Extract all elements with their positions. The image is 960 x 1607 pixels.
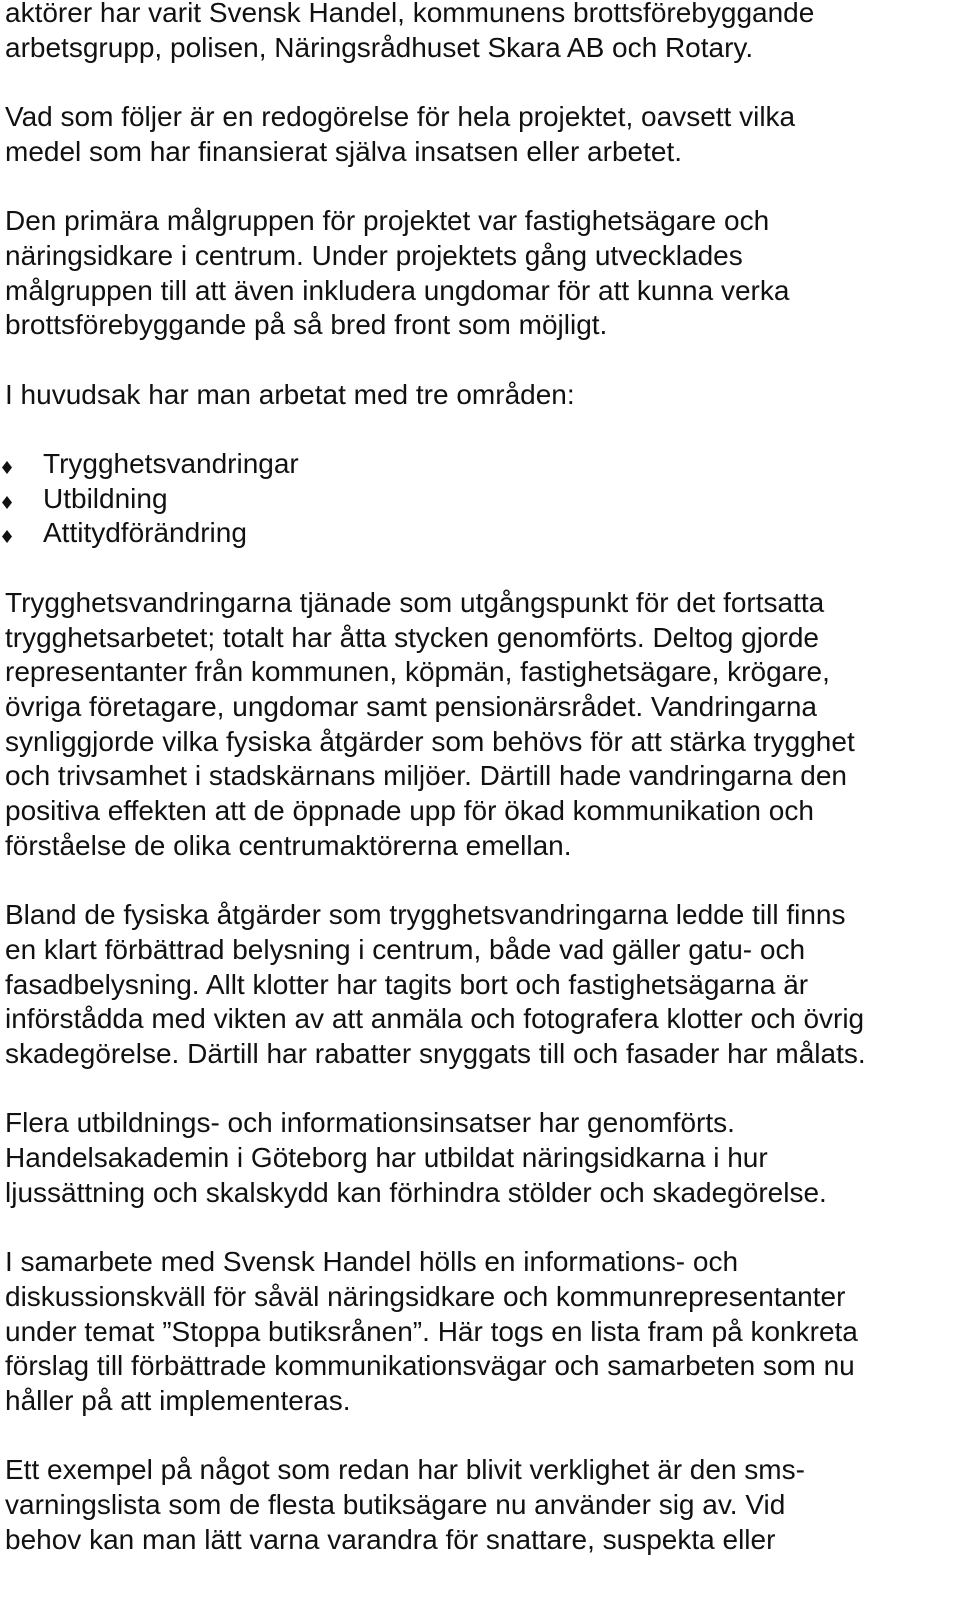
paragraph-training: [5, 1106, 955, 1210]
text-line: införstådda med vikten av att anmäla och fotografera klotter och övrig: [5, 1003, 865, 1035]
text-line: fasadbelysning. Allt klotter har tagits bort och fastighetsägarna är: [5, 968, 809, 1000]
text-line: aktörer har varit Svensk Handel, kommunens brottsförebyggande: [5, 0, 815, 28]
list-item-label: Utbildning: [43, 482, 168, 514]
diamond-bullet-icon: [2, 530, 12, 543]
text-line: och trivsamhet i stadskärnans miljöer. Därtill hade vandringarna den: [5, 760, 847, 792]
text-line: näringsidkare i centrum. Under projektets gång utvecklades: [5, 239, 743, 271]
text-line: Flera utbildnings- och informationsinsatser har genomförts.: [5, 1107, 735, 1139]
text-line: arbetsgrupp, polisen, Näringsrådhuset Skara AB och Rotary.: [5, 31, 754, 63]
text-line: en klart förbättrad belysning i centrum, både vad gäller gatu- och: [5, 933, 806, 965]
diamond-bullet-icon: [2, 496, 12, 509]
text-line: Ett exempel på något som redan har blivit verklighet är den sms-: [5, 1454, 805, 1486]
list-item-label: Attitydförändring: [43, 517, 247, 549]
text-line: Den primära målgruppen för projektet var fastighetsägare och: [5, 205, 770, 237]
text-line: under temat ”Stoppa butiksrånen”. Här togs en lista fram på konkreta: [5, 1315, 858, 1347]
text-line: I samarbete med Svensk Handel hölls en informations- och: [5, 1246, 739, 1278]
document-page: [5, 0, 955, 1557]
paragraph-intro-actors: [5, 0, 955, 65]
text-line: Trygghetsvandringarna tjänade som utgångspunkt för det fortsatta: [5, 586, 825, 618]
text-line: övriga företagare, ungdomar samt pensionärsrådet. Vandringarna: [5, 690, 817, 722]
text-line: målgruppen till att även inkludera ungdomar för att kunna verka: [5, 274, 790, 306]
paragraph-target-group: [5, 204, 955, 343]
text-line: synliggjorde vilka fysiska åtgärder som behövs för att stärka trygghet: [5, 725, 855, 757]
list-item: [5, 482, 955, 517]
text-line: representanter från kommunen, köpmän, fastighetsägare, krögare,: [5, 656, 830, 688]
diamond-bullet-icon: [2, 461, 12, 474]
paragraph-safety-walks: [5, 586, 955, 864]
focus-areas-list: [5, 447, 955, 551]
text-line: Bland de fysiska åtgärder som trygghetsvandringarna ledde till finns: [5, 899, 846, 931]
text-line: varningslista som de flesta butiksägare nu använder sig av. Vid: [5, 1489, 786, 1521]
list-item: [5, 447, 955, 482]
text-line: håller på att implementeras.: [5, 1384, 351, 1416]
paragraph-collaboration: [5, 1245, 955, 1419]
text-line: skadegörelse. Därtill har rabatter snyggats till och fasader har målats.: [5, 1037, 866, 1069]
text-line: behov kan man lätt varna varandra för snattare, suspekta eller: [5, 1523, 776, 1555]
text-line: Vad som följer är en redogörelse för hela projektet, oavsett vilka: [5, 101, 796, 133]
text-line: positiva effekten att de öppnade upp för ökad kommunikation och: [5, 795, 814, 827]
text-line: förståelse de olika centrumaktörerna emellan.: [5, 829, 572, 861]
text-line: diskussionskväll för såväl näringsidkare och kommunrepresentanter: [5, 1280, 846, 1312]
paragraph-sms-example: [5, 1453, 955, 1557]
text-line: trygghetsarbetet; totalt har åtta stycken genomförts. Deltog gjorde: [5, 621, 819, 653]
text-line: ljussättning och skalskydd kan förhindra stölder och skadegörelse.: [5, 1176, 827, 1208]
paragraph-focus-areas-intro: [5, 378, 955, 413]
list-item-label: Trygghetsvandringar: [43, 448, 299, 480]
text-line: förslag till förbättrade kommunikationsvägar och samarbeten som nu: [5, 1350, 855, 1382]
text-line: medel som har finansierat själva insatsen eller arbetet.: [5, 135, 683, 167]
paragraph-physical-measures: [5, 898, 955, 1072]
paragraph-project-account: [5, 100, 955, 169]
text-line: I huvudsak har man arbetat med tre områden:: [5, 378, 575, 410]
list-item: [5, 516, 955, 551]
text-line: brottsförebyggande på så bred front som möjligt.: [5, 309, 608, 341]
text-line: Handelsakademin i Göteborg har utbildat näringsidkarna i hur: [5, 1142, 768, 1174]
